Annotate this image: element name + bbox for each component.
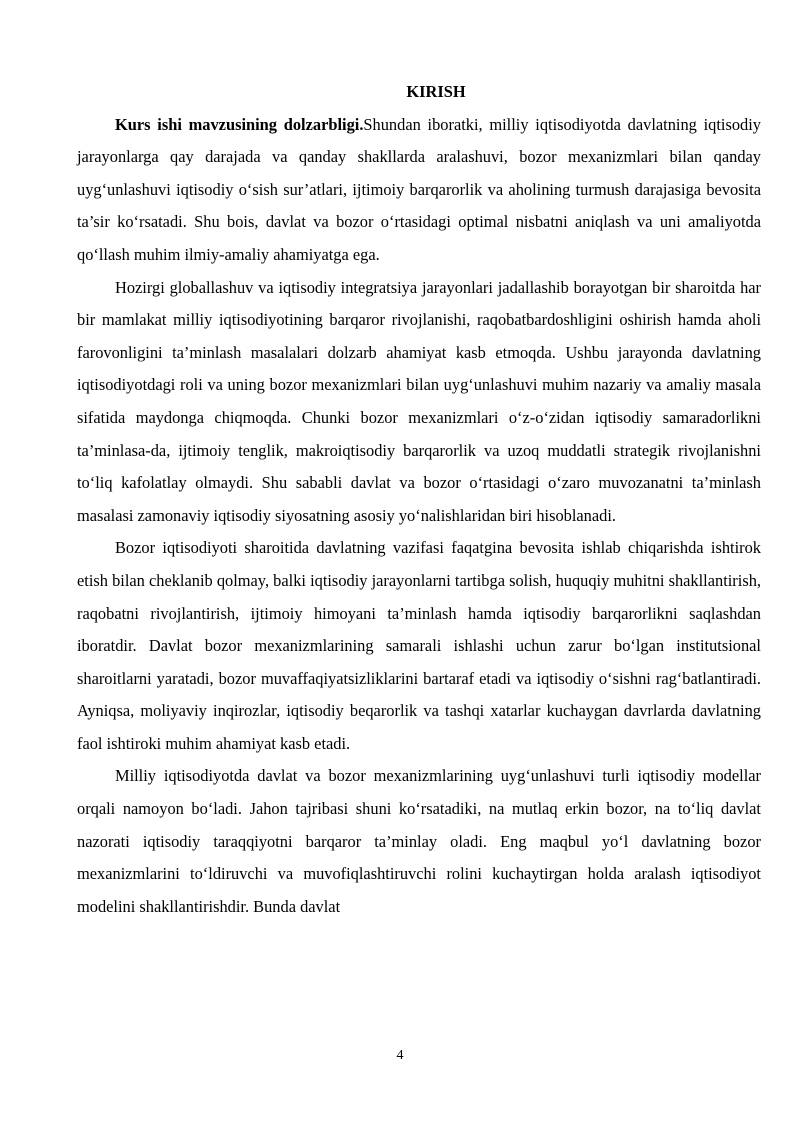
paragraph-1	[77, 109, 761, 272]
section-heading: KIRISH	[406, 82, 466, 101]
paragraph-4: Milliy iqtisodiyotda davlat va bozor mexanizmlarining uyg‘unlashuvi turli iqtisodiy modellar orqali namoyon bo‘ladi. Jahon tajribasi shuni ko‘rsatadiki, na mutlaq erkin bozor, na to‘liq davlat nazorati iqtisodiy taraqqiyotni barqaror ta’minlay oladi. Eng maqbul yo‘l davlatning bozor mexanizmlarini to‘ldiruvchi va muvofiqlashtiruvchi rolini kuchaytirgan holda aralash iqtisodiyot modelini shakllantirishdir. Bunda davlat	[77, 766, 761, 916]
paragraph-3: Bozor iqtisodiyoti sharoitida davlatning vazifasi faqatgina bevosita ishlab chiqarishda ishtirok etish bilan cheklanib qolmay, balki iqtisodiy jarayonlarni tartibga solish, huquqiy muhitni shakllantirish, raqobatni rivojlantirish, ijtimoiy himoyani ta’minlash hamda iqtisodiy barqarorlikni saqlashdan iboratdir. Davlat bozor mexanizmlarining samarali ishlashi uchun zarur bo‘lgan institutsional sharoitlarni yaratadi, bozor muvaffaqiyatsizliklarini bartaraf etadi va iqtisodiy o‘sishni rag‘batlantiradi. Ayniqsa, moliyaviy inqirozlar, iqtisodiy beqarorlik va tashqi xatarlar kuchaygan davrlarda davlatning faol ishtiroki muhim ahamiyat kasb etadi.	[77, 538, 761, 753]
paragraph-lead: Kurs ishi mavzusining dolzarbligi.	[115, 114, 364, 134]
paragraph-1-text: Shundan iboratki, milliy iqtisodiyotda davlatning iqtisodiy jarayonlarga qay darajada va qanday shakllarda aralashuvi, bozor mexanizmlari bilan qanday uyg‘unlashuvi iqtisodiy o‘sish sur’atlari, ijtimoiy barqarorlik va aholining turmush darajasiga bevosita ta’sir ko‘rsatadi. Shu bois, davlat va bozor o‘rtasidagi optimal nisbatni aniqlash va uni amaliyotda qo‘llash muhim ilmiy-amaliy ahamiyatga ega.	[77, 114, 761, 264]
paragraph-2: Hozirgi globallashuv va iqtisodiy integratsiya jarayonlari jadallashib borayotgan bir sharoitda har bir mamlakat milliy iqtisodiyotining barqaror rivojlanishi, raqobatbardoshligini oshirish hamda aholi farovonligini ta’minlash masalalari dolzarb ahamiyat kasb etmoqda. Ushbu jarayonda davlatning iqtisodiyotdagi roli va uning bozor mexanizmlari bilan uyg‘unlashuvi muhim nazariy va amaliy masala sifatida maydonga chiqmoqda. Chunki bozor mexanizmlari o‘z-o‘zidan iqtisodiy samaradorlikni ta’minlasa-da, ijtimoiy tenglik, makroiqtisodiy barqarorlik va uzoq muddatli strategik rivojlanishni to‘liq kafolatlay olmaydi. Shu sababli davlat va bozor o‘rtasidagi o‘zaro muvozanatni ta’minlash masalasi zamonaviy iqtisodiy siyosatning asosiy yo‘nalishlaridan biri hisoblanadi.	[77, 277, 761, 525]
page-number: 4	[396, 1048, 404, 1063]
page-content	[77, 76, 761, 923]
